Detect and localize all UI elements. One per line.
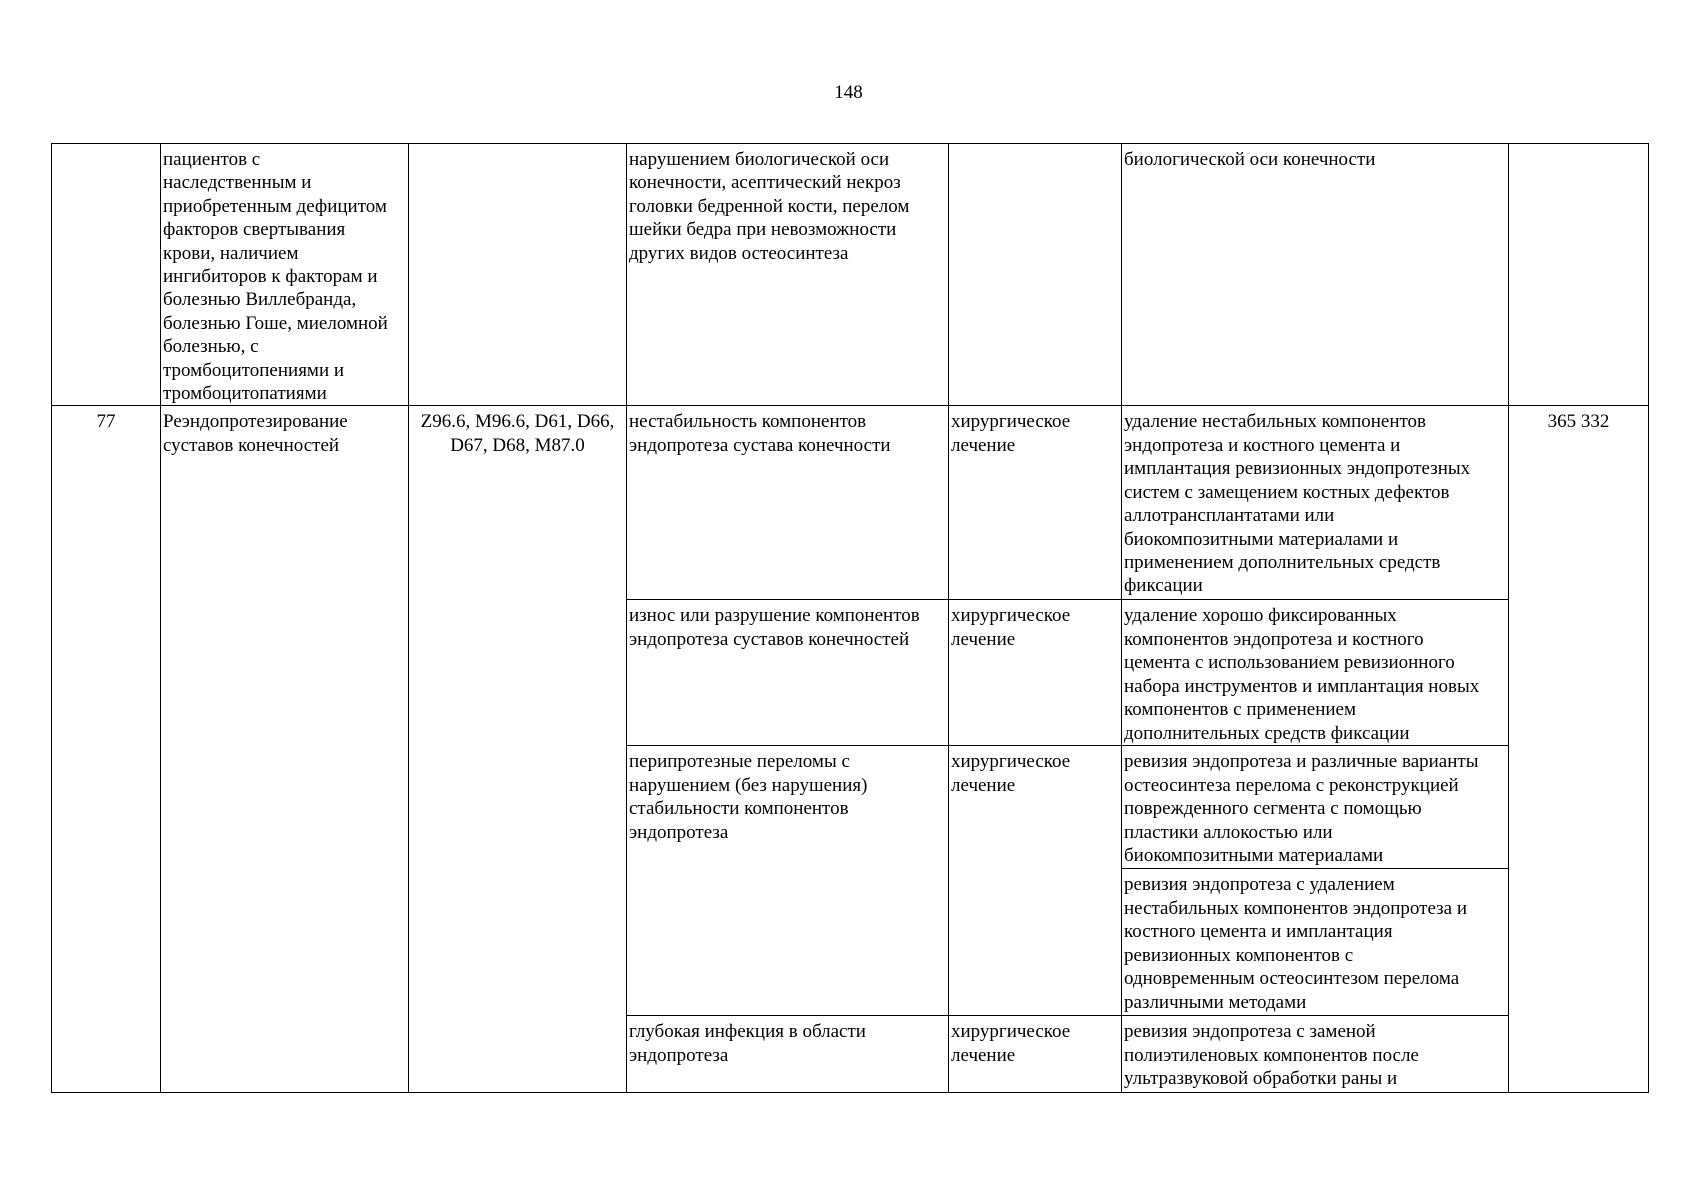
treatment-text: хирургическое лечение [951, 411, 1071, 456]
cell-codes-empty [409, 144, 627, 406]
treatment-text: хирургическое лечение [951, 751, 1071, 796]
cell-method [1122, 869, 1509, 1016]
method-text: биологической оси конечности [1124, 149, 1376, 170]
method-text: удаление нестабильных компонентов эндопротеза и костного цемента и имплантация ревизионных эндопротезных систем с замещением костных дефектов аллотрансплантатами или биокомпозитными материалами и применением дополнительных средств фиксации [1124, 411, 1471, 597]
row-number-text: 77 [96, 411, 116, 433]
price-text: 365 332 [1547, 411, 1610, 433]
medical-care-table [51, 143, 1649, 1093]
table-row-77-item-1 [52, 406, 1649, 600]
cell-price-empty [1509, 144, 1649, 406]
table-row-continuation [52, 144, 1649, 406]
method-text: ревизия эндопротеза и различные варианты остеосинтеза перелома с реконструкцией поврежденного сегмента с помощью пластики аллокостью или биокомпозитными материалами [1124, 751, 1479, 867]
method-text: ревизия эндопротеза с удалением нестабильных компонентов эндопротеза и костного цемента и имплантация ревизионных компонентов с одновременным остеосинтезом перелома различными методами [1124, 874, 1468, 1013]
cell-icd-codes [409, 406, 627, 1093]
cell-treatment [949, 1016, 1122, 1093]
diagnosis-text: нарушением биологической оси конечности, асептический некроз головки бедренной кости, перелом шейки бедра при невозможности других видов остеосинтеза [629, 149, 910, 264]
cell-method [1122, 406, 1509, 600]
care-type-text: Реэндопротезирование суставов конечностей [163, 411, 348, 456]
cell-method [1122, 600, 1509, 746]
diagnosis-text: износ или разрушение компонентов эндопротеза суставов конечностей [629, 605, 920, 650]
diagnosis-text: глубокая инфекция в области эндопротеза [629, 1021, 866, 1066]
cell-group-continuation [161, 144, 409, 406]
cell-diagnosis [627, 406, 949, 600]
group-text: пациентов с наследственным и приобретенным дефицитом факторов свертывания крови, наличием ингибиторов к факторам и болезнью Виллебранда, болезнью Гоше, миеломной болезнью, с тромбоцитопениями и тромбоцитопатиями [163, 149, 388, 405]
cell-diagnosis [627, 746, 949, 1016]
method-text: удаление хорошо фиксированных компонентов эндопротеза и костного цемента с использованием ревизионного набора инструментов и имплантация новых компонентов с применением дополнительных средств фиксации [1124, 605, 1480, 744]
cell-diagnosis-continuation [627, 144, 949, 406]
diagnosis-text: нестабильность компонентов эндопротеза сустава конечности [629, 411, 891, 456]
cell-treatment-empty [949, 144, 1122, 406]
cell-treatment [949, 746, 1122, 1016]
page-number: 148 [834, 82, 863, 103]
cell-diagnosis [627, 600, 949, 746]
cell-diagnosis [627, 1016, 949, 1093]
treatment-text: хирургическое лечение [951, 1021, 1071, 1066]
cell-treatment [949, 406, 1122, 600]
diagnosis-text: перипротезные переломы с нарушением (без нарушения) стабильности компонентов эндопротеза [629, 751, 868, 843]
icd-codes-text: Z96.6, M96.6, D61, D66, D67, D68, M87.0 [420, 411, 615, 456]
cell-row-number [52, 406, 161, 1093]
cell-number-empty [52, 144, 161, 406]
treatment-text: хирургическое лечение [951, 605, 1071, 650]
cell-method [1122, 1016, 1509, 1093]
cell-method [1122, 746, 1509, 869]
cell-price [1509, 406, 1649, 1093]
method-text: ревизия эндопротеза с заменой полиэтиленовых компонентов после ультразвуковой обработки раны и [1124, 1021, 1419, 1090]
cell-method-continuation [1122, 144, 1509, 406]
cell-treatment [949, 600, 1122, 746]
cell-care-type [161, 406, 409, 1093]
